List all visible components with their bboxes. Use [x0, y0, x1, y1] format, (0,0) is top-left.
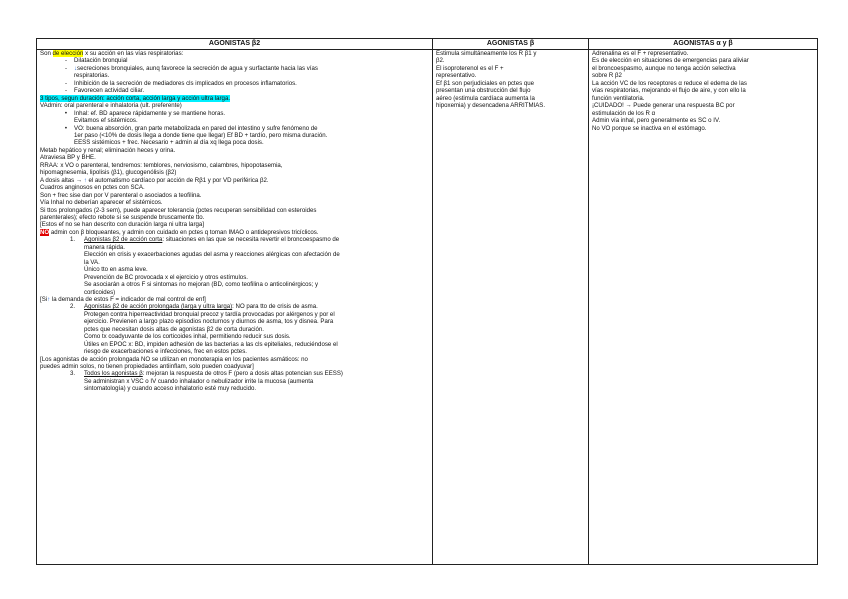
text-line: RRAA: x VO o parenteral, tendremos: temblores, nerviosismo, calambres, hipopotasemia,: [40, 161, 283, 169]
text-line: [40, 296, 428, 303]
dash-bullet-icon: -: [64, 57, 68, 65]
highlight-text: NO: [40, 228, 50, 236]
bullet-item: [40, 125, 428, 132]
numbered-item: [40, 370, 428, 377]
text: [Si: [40, 295, 48, 303]
arrow-down-icon: ↓: [74, 64, 78, 72]
item-number: 2.: [70, 303, 76, 311]
numbered-item-cont: Elección en crisis y exacerbaciones agudas del asma y reacciones alérgicas con afectación de: [84, 251, 340, 259]
item-number: 3.: [70, 370, 76, 378]
text-line: Es de elección en situaciones de emergencias para aliviar: [592, 57, 749, 65]
bullet-item: [40, 57, 428, 64]
numbered-item-cont: corticoides): [84, 288, 116, 296]
text-line: [40, 50, 428, 57]
text-line: presentan una obstrucción del flujo: [436, 87, 531, 95]
text: Favorecen actividad ciliar.: [74, 87, 145, 95]
bullet-item-cont: Evitamos ef sistémicos.: [74, 117, 138, 125]
text: secreciones bronquiales, aunq favorece la secreción de agua y surfactante hacia las vías: [77, 64, 318, 72]
bullet-item-cont: respiratorias.: [74, 72, 110, 80]
dash-bullet-icon: -: [64, 87, 68, 95]
underlined-text: Todos los agonistas β: [84, 370, 143, 378]
item-number: 1.: [70, 236, 76, 244]
text: : NO para tto de crisis de asma.: [232, 303, 318, 311]
bullet-item: [40, 65, 428, 72]
text-line: Son + frec sise dan por V parenteral o asociados a teofilina.: [40, 191, 202, 199]
text: x su acción en las vías respiratorias:: [83, 50, 184, 57]
text-line: el broncoespasmo, aunque no tenga acción selectiva: [592, 64, 736, 72]
underlined-text: Agonistas β2 de acción corta: [84, 236, 163, 244]
text: el automatismo cardíaco por acción de Rβ1 y por VD periférica β2.: [86, 176, 269, 184]
text-line: La acción VC de los receptores α reduce el edema de las: [592, 79, 747, 87]
text-line: ¡CUIDADO! → Puede generar una respuesta BC por: [592, 102, 735, 110]
numbered-item-cont: Útiles en EPOC x: BD, impiden adhesión de las bacterias a las cls epiteliales, reduciéndose el: [84, 340, 338, 348]
text: A dosis altas →: [40, 176, 84, 184]
column-title: AGONISTAS β: [433, 40, 588, 50]
numbered-item-cont: sintomatología) y cuando acceso inhalatorio esté muy reducido.: [84, 385, 257, 393]
text-line: [40, 95, 428, 102]
text-line: vías respiratorias, mejorando el flujo de aire, y con ello la: [592, 87, 746, 95]
column-agonistas-alfa-beta: [589, 39, 817, 564]
column-title: AGONISTAS α y β: [589, 40, 817, 50]
text: Inhal: ef. BD aparece rápidamente y se mantiene horas.: [74, 109, 226, 117]
numbered-item-cont: la VA.: [84, 258, 100, 266]
text-line: Cuadros anginosos en pctes con SCA.: [40, 184, 145, 192]
numbered-item-cont: riesgo de exacerbaciones e infecciones, frec en estos pctes.: [84, 348, 247, 356]
numbered-item-cont: Se asociarán a otros F si sintomas no mejoran (BD, como teofilina o anticolinérgicos; y: [84, 281, 319, 289]
column-title: AGONISTAS β2: [37, 40, 432, 50]
column-agonistas-beta2: [37, 39, 433, 564]
text: Inhibición de la secreción de mediadores cls implicados en procesos inflamatorios.: [74, 79, 297, 87]
text-line: El isoproterenol es el F +: [436, 64, 504, 72]
text-line: puedes admin solos, no tienen propiedades antiinflam, solo pueden coadyuvar]: [40, 363, 254, 371]
arrow-up-icon: ↑: [47, 295, 51, 303]
arrow-up-icon: ↑: [83, 176, 87, 184]
text-line: Atraviesa BP y BHE.: [40, 154, 96, 162]
text-line: β2.: [436, 57, 445, 65]
text-line: sobre R β2: [592, 72, 622, 80]
text: Son: [40, 50, 53, 57]
numbered-item-cont: Único tto en asma leve.: [84, 266, 148, 274]
highlight-text: de elección: [52, 50, 84, 57]
text-line: Estimula simultáneamente los R β1 y: [436, 50, 537, 57]
bullet-item-cont: 1er paso (<10% de dosis llega a donde tiene que llegar) Ef BD + tardío, pero misma duración.: [74, 131, 328, 139]
text-line: No VO porque se inactiva en el estómago.: [592, 124, 707, 132]
dot-bullet-icon: •: [64, 109, 68, 117]
dash-bullet-icon: -: [64, 64, 68, 72]
text-line: Ef β1 son perjudiciales en pctes que: [436, 79, 535, 87]
text-line: [Estos ef no se han descrito con duración larga ni ultra larga]: [40, 221, 204, 229]
bullet-item: [40, 110, 428, 117]
numbered-item-cont: pctes que necesitan dosis altas de agonistas β2 de corta duración.: [84, 325, 264, 333]
text-line: Metab hepático y renal; eliminación heces y orina.: [40, 146, 176, 154]
text-line: Admin vía inhal, pero generalmente es SC o IV.: [592, 117, 721, 125]
text-line: Adrenalina es el F + representativo.: [592, 50, 689, 57]
text-line: hipomagnesemia, lipolisis (β1), glucogenólisis (β2): [40, 169, 177, 177]
text-line: Si ttos prolongados (2-3 sem), puede aparecer tolerancia (pctes recuperan sensibilidad con esteroides: [40, 206, 317, 214]
text: : situaciones en las que se necesita revertir el broncoespasmo de: [162, 236, 340, 244]
text-line: estimulación de los R α: [592, 109, 656, 117]
text-line: función ventilatoria.: [592, 94, 645, 102]
text-line: [Los agonistas de acción prolongada NO se utilizan en monoterapia en los pacientes asmáticos: no: [40, 355, 308, 363]
notes-table: [36, 38, 818, 565]
text: : mejoran la respuesta de otros F (pero a dosis altas potencian sus EESS): [142, 370, 343, 378]
text-line: hipoxemia) y desencadena ARRITMIAS.: [436, 102, 546, 110]
numbered-item-cont: manera rápida.: [84, 243, 125, 251]
text-line: Vía Inhal no deberían aparecer ef sistémicos.: [40, 199, 163, 207]
numbered-item-cont: Como tx coadyuvante de los corticoides inhal, permitiendo reducir sus dosis.: [84, 333, 291, 341]
highlight-text: 3 tipos, segun duración: acción corta, acción larga y acción ultra larga.: [40, 94, 231, 102]
numbered-item-cont: ejercicio. Previenen a largo plazo episodios nocturnos y diurnos de asma, tos y disnea. Para: [84, 318, 334, 326]
bullet-item: [40, 80, 428, 87]
text-line: VAdmin: oral parenteral e inhalatoria (ult. preferente): [40, 102, 182, 110]
numbered-item-cont: Se administran x VSC o IV cuando inhalador o nebulizador irrite la mucosa (aumenta: [84, 377, 314, 385]
numbered-item: [40, 236, 428, 243]
text: VO: buena absorción, gran parte metabolizada en pared del intestino y sufre fenómeno de: [74, 124, 318, 132]
underlined-text: Agonistas β2 de acción prolongada (larga y ultra larga): [84, 303, 233, 311]
column-agonistas-beta: [433, 39, 589, 564]
text-line: aéreo (estimula cardíaca aumenta la: [436, 94, 535, 102]
bullet-item-cont: EESS sistémicos + frec. Necesario + admin al día xq llega poca dosis.: [74, 139, 264, 147]
text-line: representativo.: [436, 72, 477, 80]
text: Dilatación bronquial: [74, 57, 128, 65]
numbered-item: [40, 303, 428, 310]
text: admin con β bloqueantes, y admin con cuidado en pctes q toman IMAO o antidepresivos tricíclicos.: [49, 228, 319, 236]
text-line: [40, 229, 428, 236]
dot-bullet-icon: •: [64, 124, 68, 132]
numbered-item-cont: Prevención de BC provocada x el ejercicio y otros estímulos.: [84, 273, 248, 281]
text-line: [40, 177, 428, 184]
dash-bullet-icon: -: [64, 79, 68, 87]
text-line: parenterales); efecto rebote si se suspende bruscamente tto.: [40, 213, 205, 221]
text: la demanda de estos F = indicador de mal control de enf]: [50, 295, 206, 303]
bullet-item: [40, 87, 428, 94]
numbered-item-cont: Protegen contra hiperreactividad bronquial precoz y tardía provocadas por alérgenos y por el: [84, 310, 335, 318]
